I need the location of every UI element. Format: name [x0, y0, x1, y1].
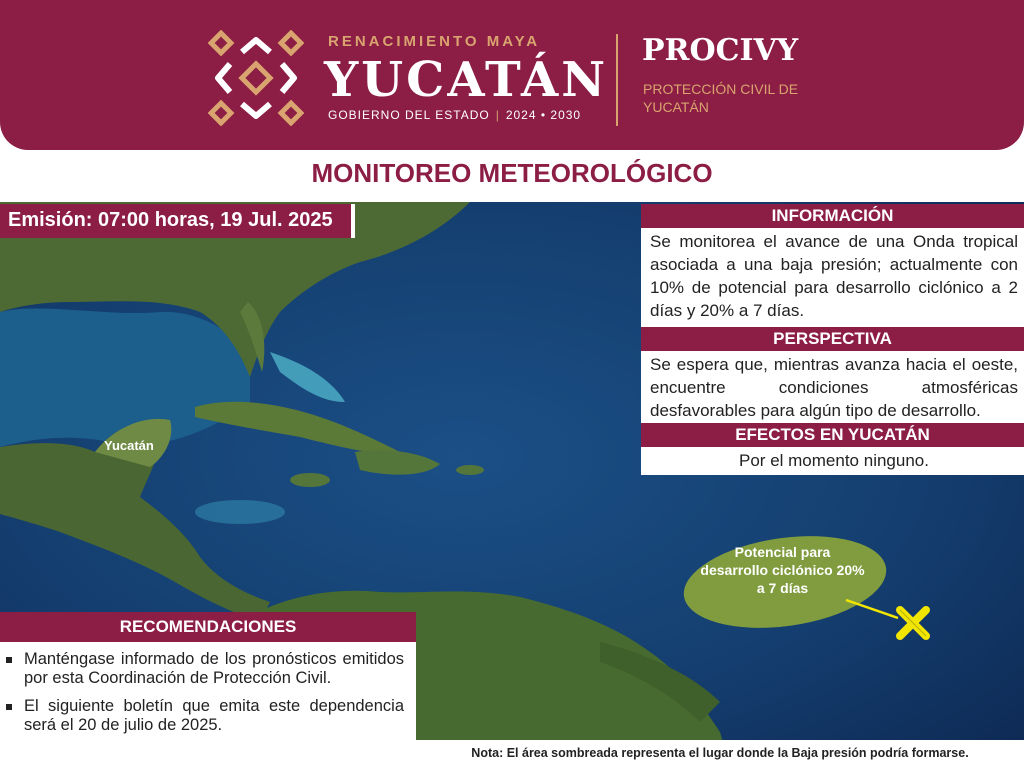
- list-item: [6, 650, 404, 688]
- info-text: Se monitorea el avance de una Onda tropical asociada a una baja presión; actualmente con 10% de potencial para desarrollo ciclónico a 2 días y 20% a 7 días.: [650, 232, 1018, 320]
- header-divider: [616, 34, 618, 126]
- header-banner: [0, 0, 1024, 150]
- list-item: [6, 697, 404, 735]
- potential-area-label: Potencial para desarrollo ciclónico 20% a 7 días: [700, 544, 865, 596]
- brand-sub-left: GOBIERNO DEL ESTADO: [328, 108, 490, 122]
- puerto-rico-land: [456, 465, 484, 475]
- recommendation-text: Manténgase informado de los pronósticos emitidos por esta Coordinación de Protección Civil.: [24, 650, 404, 687]
- perspective-title: PERSPECTIVA: [641, 327, 1024, 351]
- bullet-icon: [6, 657, 12, 663]
- recommendations-title: RECOMENDACIONES: [0, 612, 416, 642]
- effects-text: Por el momento ninguno.: [739, 451, 929, 470]
- brand-subtitle: GOBIERNO DEL ESTADO | 2024 • 2030: [328, 108, 582, 122]
- brand-name: YUCATÁN: [324, 52, 609, 108]
- info-panel: [641, 204, 1024, 475]
- agency-name: PROCIVY: [642, 33, 799, 68]
- info-title: INFORMACIÓN: [641, 204, 1024, 228]
- map-label-yucatan: Yucatán: [104, 438, 154, 453]
- agency-subtitle: PROTECCIÓN CIVIL DE YUCATÁN: [643, 81, 799, 115]
- effects-title: EFECTOS EN YUCATÁN: [641, 423, 1024, 447]
- recommendations-panel: [0, 612, 416, 768]
- brand-sub-right: 2024 • 2030: [505, 108, 582, 122]
- brand-tagline: RENACIMIENTO MAYA: [328, 33, 541, 50]
- yucatan-logo-icon: [208, 30, 304, 126]
- jamaica-land: [290, 473, 330, 487]
- page-title: MONITOREO METEOROLÓGICO: [311, 158, 713, 188]
- bullet-icon: [6, 704, 12, 710]
- recommendation-text: El siguiente boletín que emita este dependencia será el 20 de julio de 2025.: [24, 697, 404, 734]
- footnote: Nota: El área sombreada representa el lugar donde la Baja presión podría formarse.: [416, 740, 1024, 768]
- perspective-text: Se espera que, mientras avanza hacia el oeste, encuentre condiciones atmosféricas desfavorables para algún tipo de desarrollo.: [650, 355, 1018, 420]
- recommendations-list: [0, 642, 416, 735]
- emission-timestamp: Emisión: 07:00 horas, 19 Jul. 2025: [0, 204, 355, 238]
- caribbean-shallows: [195, 500, 285, 524]
